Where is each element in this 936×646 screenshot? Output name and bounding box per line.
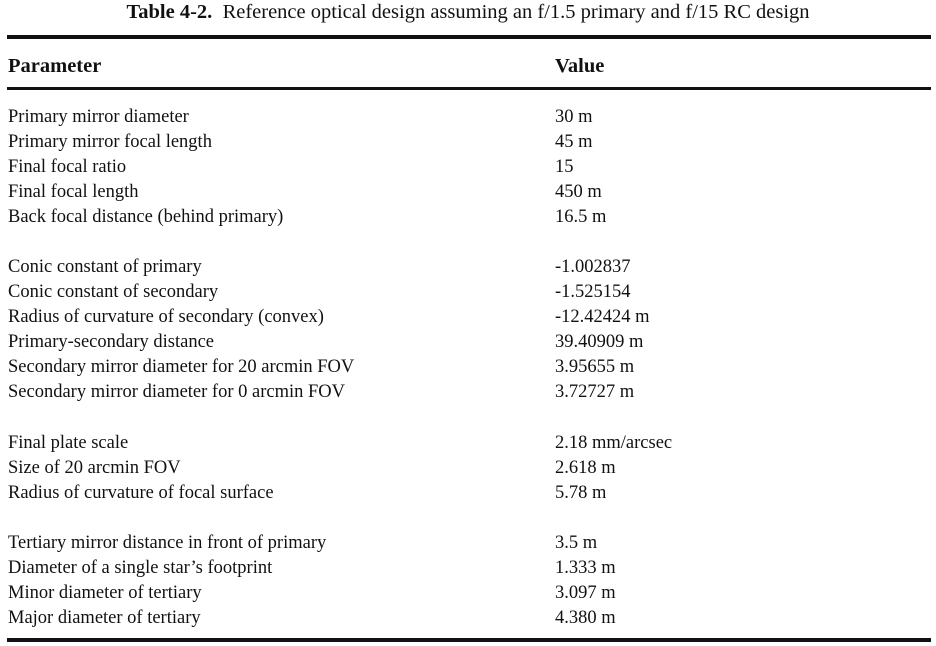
table-row (0, 606, 936, 631)
parameter-cell: Primary mirror focal length (8, 132, 212, 152)
table-row (0, 431, 936, 456)
parameter-cell: Diameter of a single star’s footprint (8, 558, 273, 578)
table-caption-text: Reference optical design assuming an f/1.5 primary and f/15 RC design (222, 1, 810, 23)
value-cell: 39.40909 m (555, 332, 644, 352)
table-header-row (0, 52, 936, 80)
table-caption-label: Table 4-2. (126, 1, 213, 23)
parameter-cell: Primary-secondary distance (8, 332, 214, 352)
row-group (0, 531, 936, 631)
parameter-cell: Size of 20 arcmin FOV (8, 458, 181, 478)
table-row (0, 581, 936, 606)
table-row (0, 305, 936, 330)
parameter-cell: Radius of curvature of focal surface (8, 483, 274, 503)
table-row (0, 556, 936, 581)
header-value: Value (555, 55, 605, 77)
value-cell: 5.78 m (555, 483, 607, 503)
table-row (0, 205, 936, 230)
table-body (0, 105, 936, 631)
value-cell: -1.525154 (555, 282, 631, 302)
table-row (0, 155, 936, 180)
value-cell: 3.097 m (555, 583, 616, 603)
table-row (0, 531, 936, 556)
table-row (0, 280, 936, 305)
value-cell: 3.5 m (555, 533, 598, 553)
parameter-cell: Tertiary mirror distance in front of primary (8, 533, 327, 553)
parameter-cell: Final plate scale (8, 433, 129, 453)
parameter-cell: Conic constant of secondary (8, 282, 219, 302)
parameter-cell: Radius of curvature of secondary (convex) (8, 307, 324, 327)
row-group (0, 431, 936, 506)
parameter-cell: Major diameter of tertiary (8, 608, 201, 628)
row-group (0, 105, 936, 230)
table-header-rule (7, 87, 931, 90)
value-cell: 16.5 m (555, 207, 607, 227)
value-cell: 450 m (555, 182, 602, 202)
table-row (0, 355, 936, 380)
parameter-cell: Secondary mirror diameter for 0 arcmin FOV (8, 382, 346, 402)
table-row (0, 456, 936, 481)
parameter-cell: Primary mirror diameter (8, 107, 189, 127)
row-group (0, 255, 936, 405)
table-bottom-rule (7, 638, 931, 642)
header-parameter: Parameter (8, 55, 102, 77)
value-cell: 2.618 m (555, 458, 616, 478)
parameter-cell: Back focal distance (behind primary) (8, 207, 284, 227)
parameter-cell: Conic constant of primary (8, 257, 202, 277)
parameter-cell: Final focal length (8, 182, 139, 202)
table-row (0, 380, 936, 405)
table-row (0, 330, 936, 355)
value-cell: 2.18 mm/arcsec (555, 433, 673, 453)
value-cell: 45 m (555, 132, 593, 152)
parameter-cell: Secondary mirror diameter for 20 arcmin FOV (8, 357, 355, 377)
table-row (0, 255, 936, 280)
table-row (0, 481, 936, 506)
table-row (0, 180, 936, 205)
table-caption (0, 0, 936, 26)
value-cell: 3.95655 m (555, 357, 635, 377)
value-cell: 30 m (555, 107, 593, 127)
value-cell: 4.380 m (555, 608, 616, 628)
value-cell: -1.002837 (555, 257, 631, 277)
value-cell: -12.42424 m (555, 307, 650, 327)
table-top-rule (7, 35, 931, 39)
value-cell: 3.72727 m (555, 382, 635, 402)
parameter-cell: Final focal ratio (8, 157, 127, 177)
value-cell: 15 (555, 157, 574, 177)
table-row (0, 105, 936, 130)
table-row (0, 130, 936, 155)
parameter-cell: Minor diameter of tertiary (8, 583, 202, 603)
value-cell: 1.333 m (555, 558, 616, 578)
